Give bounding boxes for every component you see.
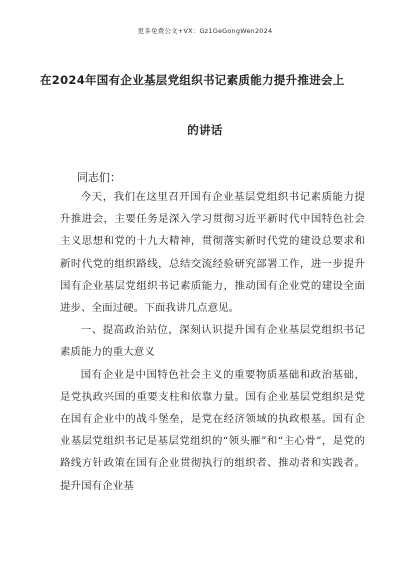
header-note: 更多免费公文+VX：Gz1GeGongWen2024 [137,27,273,35]
document-body [60,186,365,497]
paragraph-section-one: 国有企业是中国特色社会主义的重要物质基础和政治基础，是党执政兴国的重要支柱和依靠力量。国有企业基层党组织是党在国有企业中的战斗堡垒，是党在经济领域的执政根基。国有企业基层党组织书记是基层党组织的“领头雁”和“主心骨”，是党的路线方针政策在国有企业贯彻执行的组织者、推动者和实践者。提升国有企业基 [60,368,365,492]
document-title-line-1: 在2024年国有企业基层党组织书记素质能力提升推进会上 [40,73,345,87]
document-title-line-2: 的讲话 [187,123,223,137]
section-heading: 一、提高政治站位，深刻认识提升国有企业基层党组织书记素质能力的重大意义 [60,324,365,359]
greeting: 同志们： [77,171,121,184]
paragraph-intro: 今天，我们在这里召开国有企业基层党组织书记素质能力提升推进会，主要任务是深入学习贯彻习近平新时代中国特色社会主义思想和党的十九大精神，贯彻落实新时代党的建设总要求和新时代党的组织路线，总结交流经验研究部署工作，进一步提升国有企业基层党组织书记素质能力，推动国有企业党的建设全面进步、全面过硬。下面我讲几点意见。 [60,191,365,315]
